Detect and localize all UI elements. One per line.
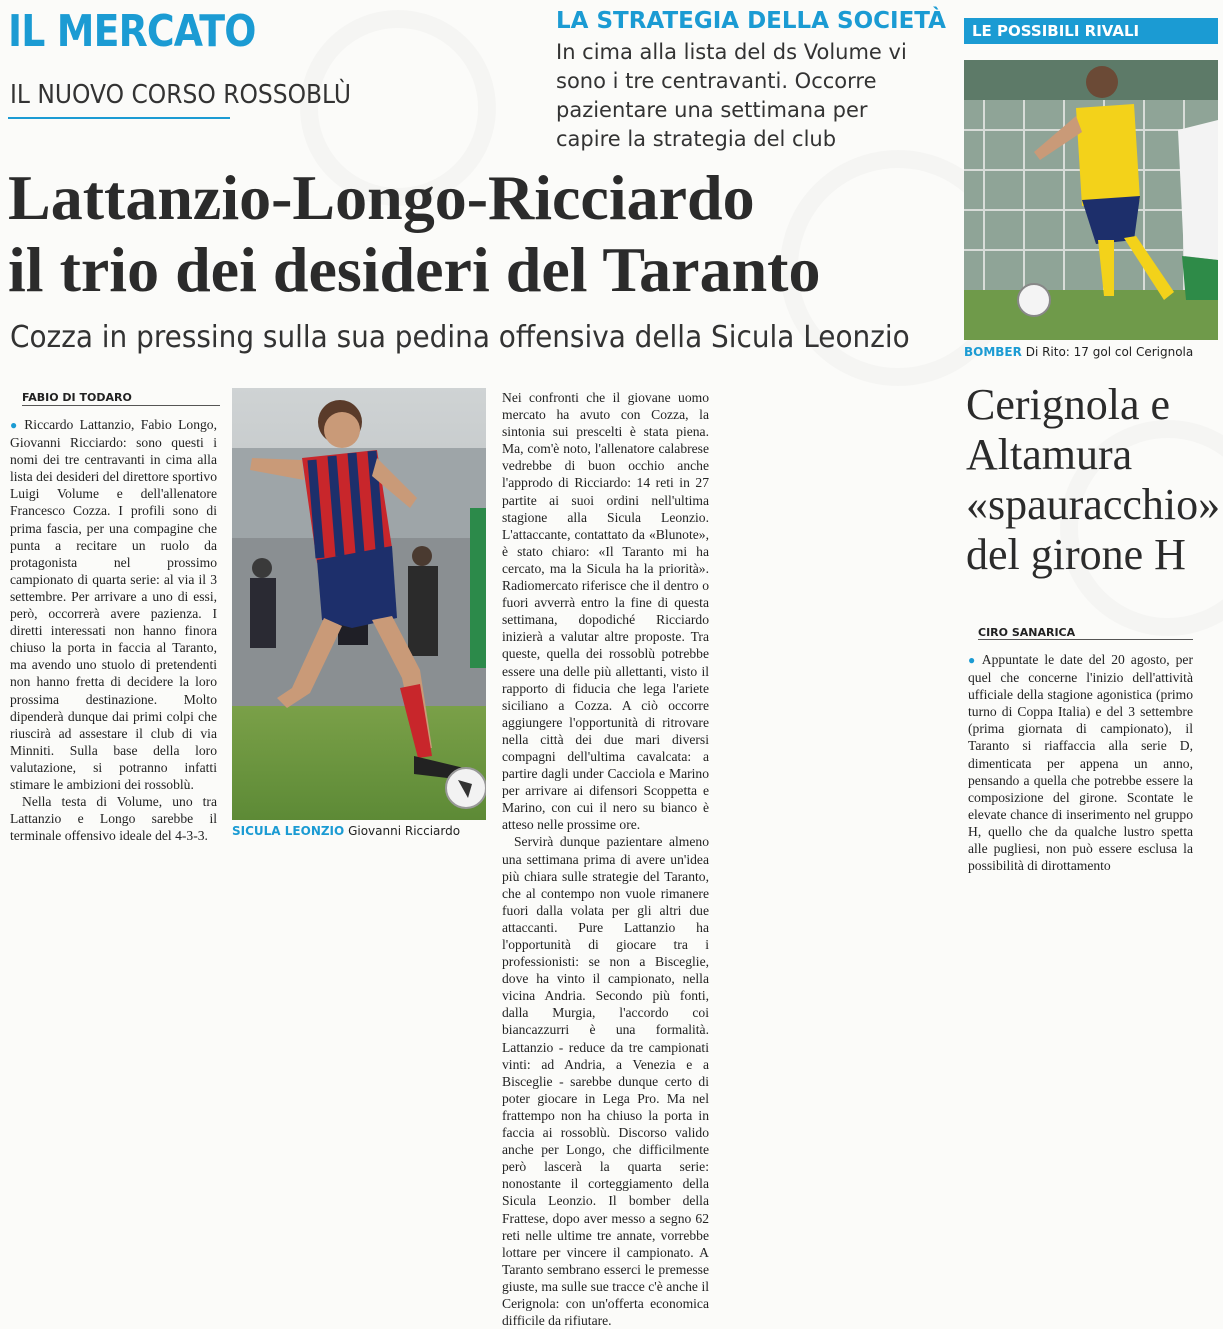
headline-line-2: il trio dei desideri del Taranto	[8, 234, 821, 305]
strategy-title: LA STRATEGIA DELLA SOCIETÀ	[556, 8, 946, 34]
article-paragraph: Nella testa di Volume, uno tra Lattanzio e Longo sarebbe il terminale offensivo ideale del 4-3-3.	[10, 794, 217, 844]
sidebar-byline: CIRO SANARICA	[978, 626, 1076, 639]
rival-player-photo	[964, 60, 1218, 340]
article-paragraph: Nei confronti che il giovane uomo mercato ha avuto con Cozza, la sintonia sui prescelti è stata piena. Ma, com'è noto, l'allenatore calabrese vedrebbe di buon occhio anche l'approdo di Ricciardo: 14 reti in 27 partite ai suoi ordini nell'ultima stagione alla Sicula Leonzio. L'attaccante, contattato da «Blunote», è stato chiaro: «Il Taranto mi ha cercato, ma la Sicula ha la priorità». Radiomercato riferisce che il dentro o fuori avverrà entro la fine di questa settimana, dopodiché Ricciardo inizierà a valutar altre proposte. Tra queste, quella dei rossoblù potrebbe essere una delle più allettanti, visto il rapporto di fiducia che lega l'ariete siciliano a Cozza. A ciò occorre aggiungere l'opportunità di ritrovare nella città dei due mari diversi compagni dell'ultima cavalcata: a partire dagli under Cacciola e Marino per arrivare ai difensori Scoppetta e Marino, con cui il nero su bianco è atteso nelle prossime ore.	[502, 390, 709, 833]
bullet-icon: ●	[968, 653, 978, 667]
subheadline: Cozza in pressing sulla sua pedina offensiva della Sicula Leonzio	[10, 320, 910, 355]
section-subkicker: IL NUOVO CORSO ROSSOBLÙ	[10, 80, 352, 110]
sidebar-byline-divider	[978, 639, 1193, 640]
sidebar-paragraph: ● Appuntate le date del 20 agosto, per quel che concerne l'inizio dell'attività ufficiale della stagione agonistica (primo turno di Coppa Italia) e del 3 settembre (prima giornata di campionato), il Taranto si riaffaccia alla serie D, dimenticata per appena un anno, pensando a quella che potrebbe essere la composizione del girone. Scontate le elevate chance di inserimento nel gruppo H, quello che da qualche lustro spetta alle pugliesi, non può essere esclusa la possibilità di dirottamento	[968, 652, 1193, 874]
rival-photo-illustration	[964, 60, 1218, 340]
player-photo-illustration	[232, 388, 486, 820]
rival-caption-label: BOMBER	[964, 345, 1022, 359]
section-kicker: IL MERCATO	[8, 6, 256, 57]
player-photo	[232, 388, 486, 820]
article-column-1	[10, 416, 217, 844]
photo-caption-label: SICULA LEONZIO	[232, 824, 345, 838]
article-byline: FABIO DI TODARO	[22, 391, 132, 404]
strategy-text: In cima alla lista del ds Volume vi sono i tre centravanti. Occorre pazientare una settimana per capire la strategia del club	[556, 40, 907, 151]
kicker-divider	[8, 117, 230, 119]
headline-line-1: Lattanzio-Longo-Ricciardo	[8, 162, 755, 233]
sidebar-header: LE POSSIBILI RIVALI	[972, 22, 1140, 40]
rival-caption-text: Di Rito: 17 gol col Cerignola	[1025, 345, 1194, 359]
byline-divider	[22, 405, 220, 406]
photo-caption	[232, 824, 460, 838]
sidebar-body	[968, 651, 1193, 874]
article-paragraph: Servirà dunque pazientare almeno una settimana prima di avere un'idea più chiara sulle strategie del Taranto, che al contempo non vuole rimanere fuori dalla volata per gli altri due attaccanti. Pure Lattanzio ha l'opportunità di giocare tra i professionisti: se non a Bisceglie, dove ha vinto il campionato, nella vicina Andria. Secondo più fonti, dalla Murgia, l'accordo coi biancazzurri è una formalità. Lattanzio - reduce da tre campionati vinti: ad Andria, a Venezia e a Bisceglie - sarebbe dunque certo di poter giocare in Lega Pro. Ma nel frattempo non ha chiuso la porta in faccia ai rossoblù. Discorso valido anche per Longo, che difficilmente però lascerà la quarta serie: nonostante il corteggiamento della Sicula Leonzio. Il bomber della Frattese, dopo aver messo a segno 62 reti nelle ultime tre annate, vorrebbe lottare per vincere il campionato. A Taranto sembrano esserci le premesse giuste, ma sulle sue tracce c'è anche il Cerignola: con un'offerta economica difficile da rifiutare.	[502, 834, 709, 1329]
article-paragraph: ● Riccardo Lattanzio, Fabio Longo, Giovanni Ricciardo: sono questi i nomi dei tre centravanti in cima alla lista dei desideri del direttore sportivo Luigi Volume e dell'allenatore Francesco Cozza. I profili sono di prima fascia, per una compagine che punta a recitare un ruolo da protagonista nel prossimo campionato di quarta serie: al via il 3 settembre. Per arrivare a uno di essi, però, occorrerà avere pazienza. I diretti interessati non hanno finora chiuso la porta in faccia al Taranto, ma avendo uno stuolo di pretendenti non hanno fretta di decidere la loro prossima destinazione. Molto dipenderà dunque dai primi colpi che riuscirà ad assestare il club di via Minniti. Sulla base della loro valutazione, si potranno infatti stimare le ambizioni dei rossoblù.	[10, 417, 218, 792]
sidebar-headline: Cerignola e Altamura «spauracchio» del girone H	[966, 380, 1221, 579]
sidebar-header-bar	[964, 18, 1218, 44]
rival-photo-caption	[964, 345, 1193, 359]
photo-caption-text: Giovanni Ricciardo	[348, 824, 461, 838]
bullet-icon: ●	[10, 418, 21, 432]
article-column-2	[502, 389, 709, 1329]
